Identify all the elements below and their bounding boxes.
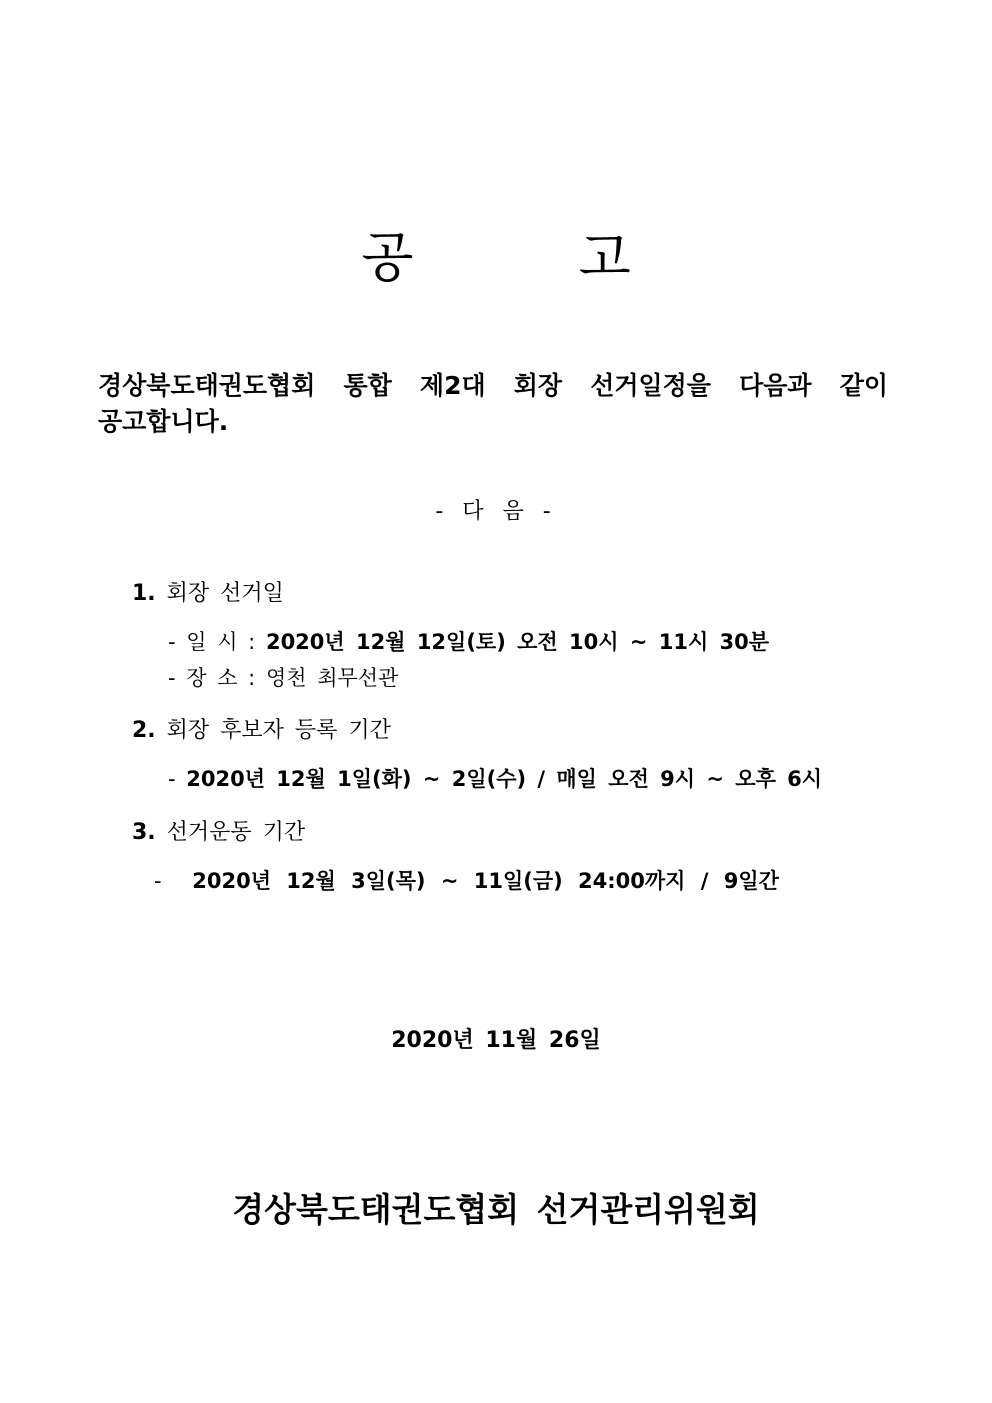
section-1-heading xyxy=(132,578,284,610)
section-3-title: 선거운동 기간 xyxy=(166,820,306,845)
item-value: 2020년 12월 12일(토) 오전 10시 ~ 11시 30분 xyxy=(265,630,770,654)
section-separator: - 다 음 - xyxy=(435,499,557,524)
notice-title: 공 고 xyxy=(361,226,705,289)
notice-intro xyxy=(98,368,888,440)
item-label: - xyxy=(168,767,176,791)
section-2-heading xyxy=(132,715,391,747)
section-2-item-1 xyxy=(168,763,822,795)
notice-date: 2020년 11월 26일 xyxy=(391,1028,601,1053)
item-label: - xyxy=(154,869,162,893)
section-1-item-2 xyxy=(168,662,398,694)
section-3-heading xyxy=(132,817,305,849)
signer-organization: 경상북도태권도협회 선거관리위원회 xyxy=(232,1190,760,1229)
section-1-title: 회장 선거일 xyxy=(166,581,284,606)
item-value: 2020년 12월 1일(화) ~ 2일(수) / 매일 오전 9시 ~ 오후 6시 xyxy=(186,767,823,791)
section-3-item-1 xyxy=(154,865,779,897)
item-value: 2020년 12월 3일(목) ~ 11일(금) 24:00까지 / 9일간 xyxy=(192,869,779,893)
section-1-number: 1. xyxy=(132,581,156,606)
section-2-number: 2. xyxy=(132,718,156,743)
item-value: 영천 최무선관 xyxy=(265,666,399,690)
section-2-title: 회장 후보자 등록 기간 xyxy=(166,718,391,743)
item-label: - 장 소 : xyxy=(168,666,256,690)
item-label: - 일 시 : xyxy=(168,630,256,654)
section-1-item-1 xyxy=(168,626,769,658)
intro-line-1: 경상북도태권도협회 통합 제2대 회장 선거일정을 다음과 같이 xyxy=(98,371,888,400)
section-3-number: 3. xyxy=(132,820,156,845)
intro-line-2: 공고합니다. xyxy=(98,407,229,436)
